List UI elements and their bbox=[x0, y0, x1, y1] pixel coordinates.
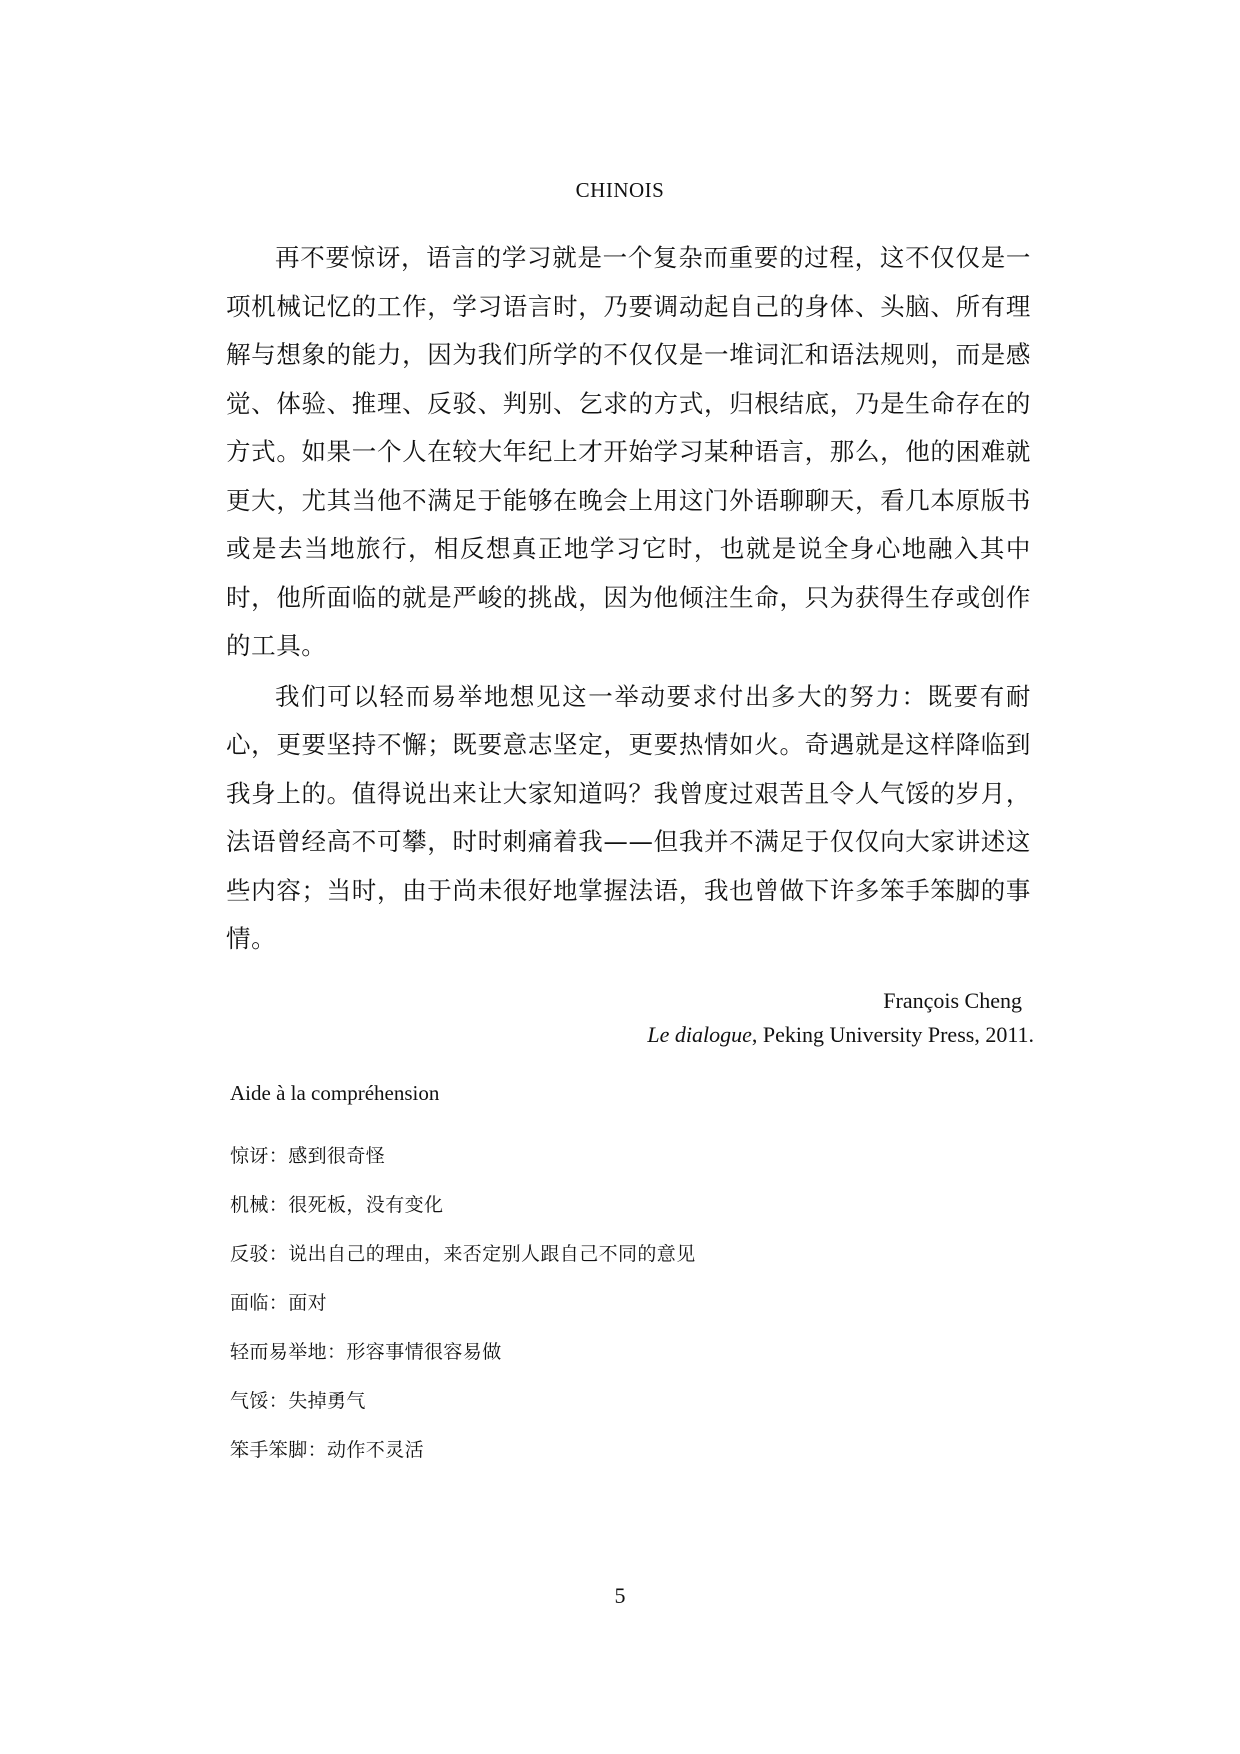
citation-publisher: , Peking University Press, 2011. bbox=[751, 1022, 1034, 1047]
glossary-item: 反驳：说出自己的理由，来否定别人跟自己不同的意见 bbox=[230, 1243, 696, 1265]
glossary-item: 机械：很死板，没有变化 bbox=[230, 1194, 444, 1216]
page-header: CHINOIS bbox=[575, 178, 665, 202]
aide-title: Aide à la compréhension bbox=[230, 1081, 440, 1105]
main-text bbox=[226, 234, 1031, 964]
glossary-item: 轻而易举地：形容事情很容易做 bbox=[230, 1341, 502, 1363]
page-number: 5 bbox=[614, 1583, 626, 1608]
glossary-list bbox=[230, 1141, 696, 1484]
citation-author: François Cheng bbox=[883, 988, 1022, 1013]
glossary-item: 气馁：失掉勇气 bbox=[230, 1390, 366, 1412]
citation bbox=[647, 984, 1034, 1052]
glossary-item: 面临：面对 bbox=[230, 1292, 328, 1314]
glossary-item: 惊讶：感到很奇怪 bbox=[230, 1145, 386, 1167]
paragraph: 再不要惊讶，语言的学习就是一个复杂而重要的过程，这不仅仅是一项机械记忆的工作，学习语言时，乃要调动起自己的身体、头脑、所有理解与想象的能力，因为我们所学的不仅仅是一堆词汇和语法规则，而是感觉、体验、推理、反驳、判别、乞求的方式，归根结底，乃是生命存在的方式。如果一个人在较大年纪上才开始学习某种语言，那么，他的困难就更大，尤其当他不满足于能够在晚会上用这门外语聊聊天，看几本原版书或是去当地旅行，相反想真正地学习它时，也就是说全身心地融入其中时，他所面临的就是严峻的挑战，因为他倾注生命，只为获得生存或创作的工具。 bbox=[226, 243, 1031, 660]
paragraph: 我们可以轻而易举地想见这一举动要求付出多大的努力：既要有耐心，更要坚持不懈；既要意志坚定，更要热情如火。奇遇就是这样降临到我身上的。值得说出来让大家知道吗？我曾度过艰苦且令人气馁的岁月，法语曾经高不可攀，时时刺痛着我——但我并不满足于仅仅向大家讲述这些内容；当时，由于尚未很好地掌握法语，我也曾做下许多笨手笨脚的事情。 bbox=[226, 681, 1031, 953]
citation-source bbox=[647, 1018, 1034, 1052]
citation-book-title: Le dialogue bbox=[647, 1022, 752, 1047]
glossary-item: 笨手笨脚：动作不灵活 bbox=[230, 1439, 425, 1461]
